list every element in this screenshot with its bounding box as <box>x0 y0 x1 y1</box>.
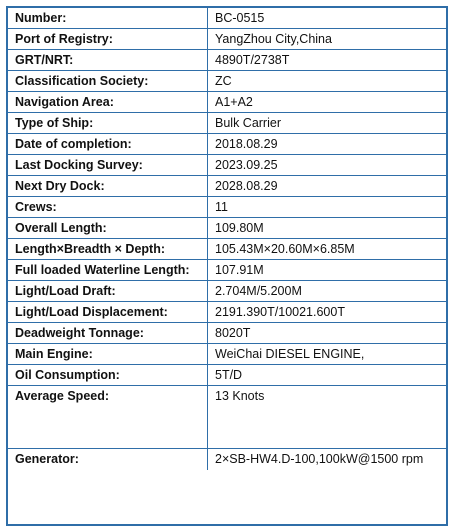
spec-label: Number: <box>8 8 208 29</box>
spec-value <box>208 323 446 344</box>
spec-value <box>208 113 446 134</box>
spec-value <box>208 449 446 470</box>
spec-value-line: 2018.08.29 <box>215 137 278 151</box>
spec-value-line: 2028.08.29 <box>215 179 278 193</box>
spec-value-line: 2.704M/5.200M <box>215 284 302 298</box>
spec-label: GRT/NRT: <box>8 50 208 71</box>
spec-value-line: YangZhou City,China <box>215 32 332 46</box>
spec-label: Crews: <box>8 197 208 218</box>
spec-value <box>208 8 446 29</box>
spec-value-line: 2191.390T/10021.600T <box>215 305 345 319</box>
spec-value-line: BC-0515 <box>215 11 265 25</box>
spec-value-line: 13 Knots <box>215 389 265 403</box>
spec-label: Overall Length: <box>8 218 208 239</box>
spec-label: Light/Load Displacement: <box>8 302 208 323</box>
spec-value-line: ZC <box>215 74 232 88</box>
spec-value-line: 2023.09.25 <box>215 158 278 172</box>
spec-value <box>208 281 446 302</box>
spec-value-line: Bulk Carrier <box>215 116 281 130</box>
spec-value <box>208 239 446 260</box>
spec-value-line: 107.91M <box>215 263 264 277</box>
spec-label: Date of completion: <box>8 134 208 155</box>
ship-spec-table <box>6 6 448 526</box>
spec-label: Light/Load Draft: <box>8 281 208 302</box>
spec-value <box>208 71 446 92</box>
spec-label: Average Speed: <box>8 386 208 449</box>
spec-value <box>208 365 446 386</box>
spec-label: Oil Consumption: <box>8 365 208 386</box>
spec-value <box>208 29 446 50</box>
spec-value <box>208 218 446 239</box>
spec-label: Generator: <box>8 449 208 470</box>
spec-value-line: 11 <box>215 200 228 214</box>
spec-value <box>208 155 446 176</box>
spec-value-line: 8020T <box>215 326 251 340</box>
spec-label: Port of Registry: <box>8 29 208 50</box>
spec-value <box>208 260 446 281</box>
spec-value <box>208 344 446 365</box>
spec-value <box>208 302 446 323</box>
spec-value-line: 4890T/2738T <box>215 53 290 67</box>
spec-label: Deadweight Tonnage: <box>8 323 208 344</box>
spec-label: Main Engine: <box>8 344 208 365</box>
spec-value <box>208 197 446 218</box>
spec-value <box>208 386 446 449</box>
spec-value-line: WeiChai DIESEL ENGINE, <box>215 347 365 361</box>
spec-label: Navigation Area: <box>8 92 208 113</box>
spec-value-line: 2×SB-HW4.D-100,100kW@1500 rpm <box>215 452 424 466</box>
spec-value <box>208 50 446 71</box>
spec-value-line: A1+A2 <box>215 95 253 109</box>
spec-value-line: 5T/D <box>215 368 243 382</box>
spec-value <box>208 176 446 197</box>
spec-value-line: 105.43M×20.60M×6.85M <box>215 242 355 256</box>
spec-label: Classification Society: <box>8 71 208 92</box>
spec-label: Full loaded Waterline Length: <box>8 260 208 281</box>
spec-value <box>208 92 446 113</box>
spec-value <box>208 134 446 155</box>
spec-label: Last Docking Survey: <box>8 155 208 176</box>
spec-value-line: 109.80M <box>215 221 264 235</box>
spec-label: Length×Breadth × Depth: <box>8 239 208 260</box>
spec-label: Type of Ship: <box>8 113 208 134</box>
spec-label: Next Dry Dock: <box>8 176 208 197</box>
